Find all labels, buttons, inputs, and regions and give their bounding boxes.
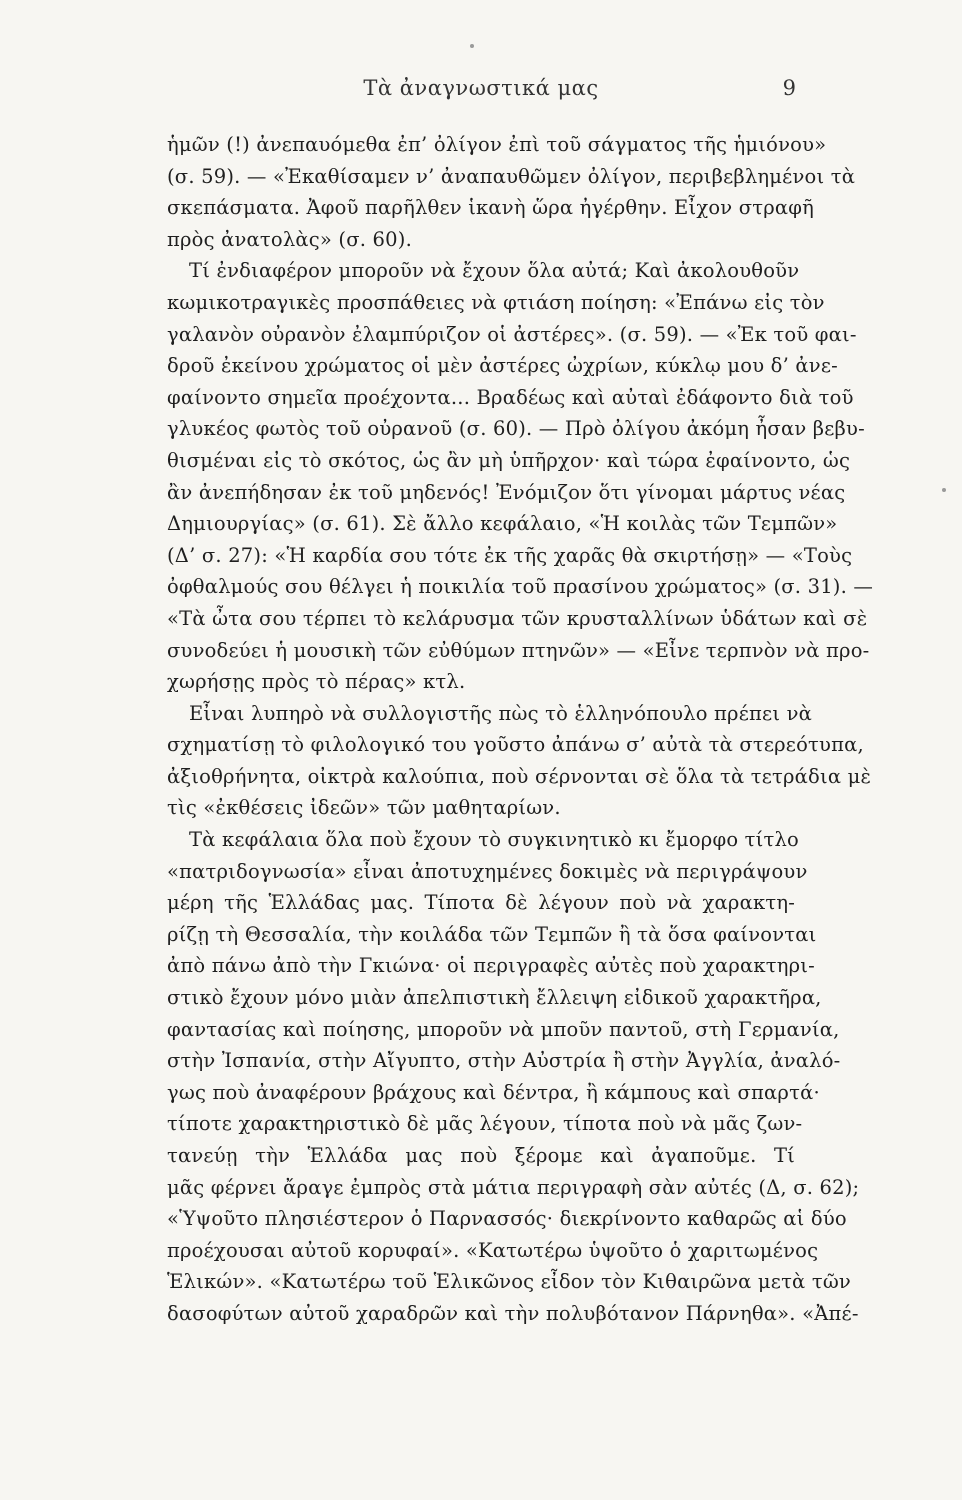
text-line: γαλανὸν οὐρανὸν ἐλαμπύριζον οἱ ἀστέρες». (σ. 59). — «Ἐκ τοῦ φαι- [167,322,857,346]
text-line: προέχουσαι αὐτοῦ κορυφαί». «Κατωτέρω ὑψοῦτο ὁ χαριτωμένος [167,1238,819,1262]
text-line: ἡμῶν (!) ἀνεπαυόμεθα ἐπ’ ὀλίγον ἐπὶ τοῦ σάγματος τῆς ἡμιόνου» [167,133,827,156]
text-line: Δημιουργίας» (σ. 61). Σὲ ἄλλο κεφάλαιο, «Ἡ κοιλὰς τῶν Τεμπῶν» [167,512,838,536]
text-line: σκεπάσματα. Ἀφοῦ παρῆλθεν ἱκανὴ ὥρα ἠγέρθην. Εἶχον στραφῆ [167,196,815,220]
text-line: χωρήσῃς πρὸς τὸ πέρας» κτλ. [167,670,466,694]
text-line: κωμικοτραγικὲς προσπάθειες νὰ φτιάση ποίηση: «Ἐπάνω εἰς τὸν [167,290,825,314]
text-line: μᾶς φέρνει ἄραγε ἐμπρὸς στὰ μάτια περιγραφὴ σὰν αὐτές (Δ, σ. 62); [167,1175,860,1199]
text-line: δροῦ ἐκείνου χρώματος οἱ μὲν ἀστέρες ὠχρίων, κύκλῳ μου δ’ ἀνε- [167,354,838,378]
text-line: «πατριδογνωσία» εἶναι ἀποτυχημένες δοκιμὲς νὰ περιγράψουν [167,859,808,883]
text-line: Τὰ κεφάλαια ὅλα ποὺ ἔχουν τὸ συγκινητικὸ κι ἔμορφο τίτλο [189,828,799,852]
text-line: τίποτε χαρακτηριστικὸ δὲ μᾶς λέγουν, τίποτα ποὺ νὰ μᾶς ζων- [167,1112,803,1136]
text-line: φαντασίας καὶ ποίησης, μποροῦν νὰ μποῦν παντοῦ, στὴ Γερμανία, [167,1017,840,1041]
running-head [0,76,962,106]
text-line: Τί ἐνδιαφέρον μποροῦν νὰ ἔχουν ὅλα αὐτά; Καὶ ἀκολουθοῦν [189,259,800,283]
text-line: «Τὰ ὦτα σου τέρπει τὸ κελάρυσμα τῶν κρυσταλλίνων ὑδάτων καὶ σὲ [167,606,868,630]
text-line: (Δ’ σ. 27): «Ἡ καρδία σου τότε ἐκ τῆς χαρᾶς θὰ σκιρτήσῃ» — «Τοὺς [167,543,853,567]
text-line: θισμέναι εἰς τὸ σκότος, ὡς ἂν μὴ ὑπῆρχον· καὶ τώρα ἐφαίνοντο, ὡς [167,448,851,472]
paper-speck [942,488,946,492]
paper-speck [470,44,474,48]
text-line: ρίζῃ τὴ Θεσσαλία, τὴν κοιλάδα τῶν Τεμπῶν ἢ τὰ ὅσα φαίνονται [167,922,817,946]
text-line: τανεύῃ τὴν Ἑλλάδα μας ποὺ ξέρομε καὶ ἀγαποῦμε. Τί [167,1144,795,1167]
text-line: ἀπὸ πάνω ἀπὸ τὴν Γκιώνα· οἱ περιγραφὲς αὐτὲς ποὺ χαρακτηρι- [167,954,815,978]
text-line: τὶς «ἐκθέσεις ἰδεῶν» τῶν μαθηταρίων. [167,796,561,820]
running-head-title: Τὰ ἀναγνωστικά μας [363,76,599,100]
text-line: Εἶναι λυπηρὸ νὰ συλλογιστῆς πὼς τὸ ἑλληνόπουλο πρέπει νὰ [189,701,813,725]
text-line: ἂν ἀνεπήδησαν ἐκ τοῦ μηδενός! Ἐνόμιζον ὅτι γίνομαι μάρτυς νέας [167,480,846,504]
text-line: ὀφθαλμούς σου θέλγει ἡ ποικιλία τοῦ πρασίνου χρώματος» (σ. 31). — [167,575,874,599]
text-line: πρὸς ἀνατολὰς» (σ. 60). [167,227,412,251]
text-line: μέρη τῆς Ἑλλάδας μας. Τίποτα δὲ λέγουν ποὺ νὰ χαρακτη- [167,891,795,915]
page-number: 9 [782,76,796,100]
text-line: γως ποὺ ἀναφέρουν βράχους καὶ δέντρα, ἢ κάμπους καὶ σπαρτά· [167,1080,820,1104]
text-line: ἀξιοθρήνητα, οἰκτρὰ καλούπια, ποὺ σέρνονται σὲ ὅλα τὰ τετράδια μὲ [167,764,872,788]
text-line: στικὸ ἔχουν μόνο μιὰν ἀπελπιστικὴ ἔλλειψη εἰδικοῦ χαρακτῆρα, [167,986,822,1010]
text-line: συνοδεύει ἡ μουσικὴ τῶν εὐθύμων πτηνῶν» — «Εἶνε τερπνὸν νὰ προ- [167,638,870,662]
body-text [167,129,874,1330]
text-line: «Ὑψοῦτο πλησιέστερον ὁ Παρνασσός· διεκρίνοντο καθαρῶς αἱ δύο [167,1207,847,1231]
text-line: στὴν Ἰσπανία, στὴν Αἴγυπτο, στὴν Αὐστρία ἢ στὴν Ἀγγλία, ἀναλό- [167,1049,841,1073]
text-line: Ἑλικών». «Κατωτέρω τοῦ Ἑλικῶνος εἶδον τὸν Κιθαιρῶνα μετὰ τῶν [167,1270,851,1294]
text-line: φαίνοντο σημεῖα προέχοντα... Βραδέως καὶ αὐταὶ ἐδάφοντο διὰ τοῦ [167,385,854,409]
text-line: γλυκέος φωτὸς τοῦ οὐρανοῦ (σ. 60). — Πρὸ ὀλίγου ἀκόμη ἦσαν βεβυ- [167,417,865,441]
text-line: δασοφύτων αὐτοῦ χαραδρῶν καὶ τὴν πολυβότανον Πάρνηθα». «Ἀπέ- [167,1301,859,1325]
text-line: σχηματίσῃ τὸ φιλολογικό του γοῦστο ἀπάνω σ’ αὐτὰ τὰ στερεότυπα, [167,733,864,757]
text-line: (σ. 59). — «Ἐκαθίσαμεν ν’ ἀναπαυθῶμεν ὀλίγον, περιβεβλημένοι τὰ [167,164,856,188]
